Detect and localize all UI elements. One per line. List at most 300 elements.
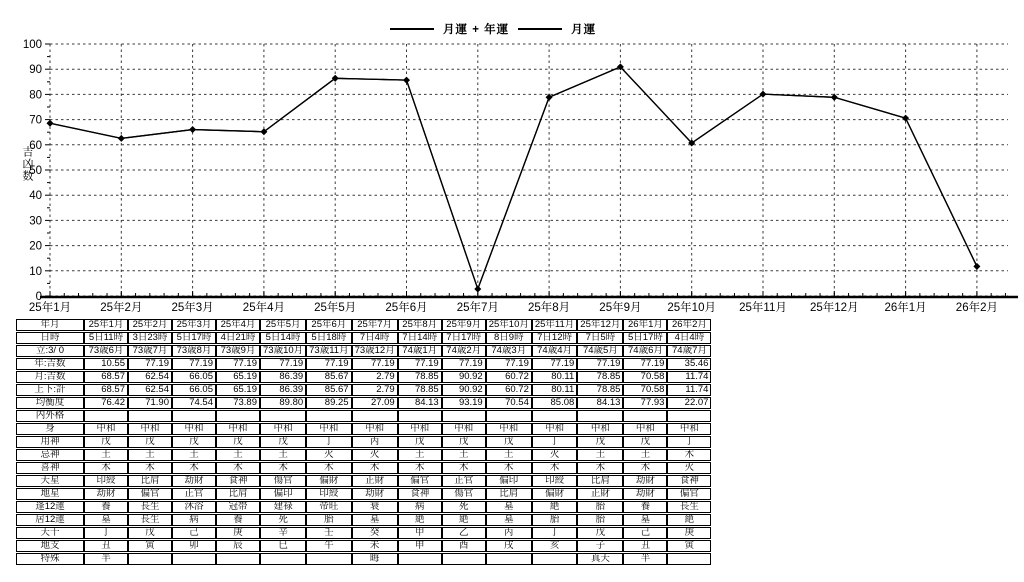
table-row bbox=[16, 527, 711, 539]
table-row-label: 地支 bbox=[16, 540, 84, 552]
table-cell: 76.42 bbox=[84, 397, 128, 409]
data-point-marker bbox=[902, 115, 909, 122]
table-cell: 胎 bbox=[532, 514, 577, 526]
table-cell: 丙 bbox=[352, 436, 398, 448]
table-cell: 正官 bbox=[442, 475, 486, 487]
table-cell: 86.39 bbox=[260, 371, 306, 383]
table-cell: 比肩 bbox=[577, 475, 623, 487]
table-cell: 77.19 bbox=[577, 358, 623, 370]
table-cell: 土 bbox=[216, 449, 260, 461]
table-cell bbox=[398, 553, 442, 565]
table-cell: 5日14時 bbox=[260, 332, 306, 344]
table-cell: 己 bbox=[172, 527, 216, 539]
table-cell: 85.67 bbox=[306, 371, 351, 383]
x-tick-label: 25年8月 bbox=[528, 302, 571, 314]
table-cell: 74歳7月 bbox=[667, 345, 711, 357]
table-cell: 70.58 bbox=[623, 384, 667, 396]
table-cell: 22.07 bbox=[667, 397, 711, 409]
table-cell bbox=[172, 553, 216, 565]
table-cell: 74歳2月 bbox=[442, 345, 486, 357]
table-cell bbox=[442, 410, 486, 422]
data-point-marker bbox=[546, 94, 553, 101]
table-cell: 食神 bbox=[398, 488, 442, 500]
table-row bbox=[16, 319, 711, 331]
table-cell: 78.85 bbox=[577, 371, 623, 383]
table-cell: 84.13 bbox=[577, 397, 623, 409]
table-cell: 劫財 bbox=[623, 488, 667, 500]
x-tick-label: 25年7月 bbox=[456, 302, 499, 314]
table-cell: 傷官 bbox=[442, 488, 486, 500]
table-cell: 80.11 bbox=[532, 384, 577, 396]
table-row bbox=[16, 462, 711, 474]
table-row-label: 内外格 bbox=[16, 410, 84, 422]
table-cell: 庚 bbox=[216, 527, 260, 539]
x-tick-label: 25年1月 bbox=[28, 302, 72, 314]
table-row-label: 忌神 bbox=[16, 449, 84, 461]
table-cell: 65.19 bbox=[216, 384, 260, 396]
x-tick-label: 25年2月 bbox=[100, 302, 143, 314]
y-tick-label: 30 bbox=[29, 215, 42, 228]
x-tick-label: 25年5月 bbox=[314, 302, 357, 314]
table-cell: 中和 bbox=[532, 423, 577, 435]
table-cell: 養 bbox=[623, 501, 667, 513]
table-cell bbox=[577, 410, 623, 422]
table-cell: 墓 bbox=[623, 514, 667, 526]
data-point-marker bbox=[974, 263, 981, 270]
table-cell: 7日14時 bbox=[398, 332, 442, 344]
table-cell: 85.08 bbox=[532, 397, 577, 409]
table-cell: 中和 bbox=[84, 423, 128, 435]
table-cell: 73歳10月 bbox=[260, 345, 306, 357]
y-tick-label: 40 bbox=[29, 190, 42, 203]
table-cell: 火 bbox=[532, 449, 577, 461]
table-cell: 68.57 bbox=[84, 371, 128, 383]
table-cell: 丁 bbox=[532, 436, 577, 448]
table-cell: 長生 bbox=[128, 514, 172, 526]
y-axis-title: 吉凶数 bbox=[21, 146, 33, 182]
table-cell: 25年10月 bbox=[486, 319, 532, 331]
table-cell: 戊 bbox=[84, 436, 128, 448]
table-cell: 戊 bbox=[216, 436, 260, 448]
table-cell: 偏官 bbox=[398, 475, 442, 487]
table-cell: 戊 bbox=[128, 436, 172, 448]
table-cell bbox=[398, 410, 442, 422]
table-cell: 丁 bbox=[532, 527, 577, 539]
table-cell: 戊 bbox=[577, 436, 623, 448]
table-cell: 木 bbox=[667, 449, 711, 461]
table-row-label: 身 bbox=[16, 423, 84, 435]
table-cell: 戊 bbox=[623, 436, 667, 448]
table-cell: 木 bbox=[442, 462, 486, 474]
x-tick-label: 25年3月 bbox=[171, 302, 214, 314]
table-cell: 73歳6月 bbox=[84, 345, 128, 357]
table-cell: 申 bbox=[398, 540, 442, 552]
table-row bbox=[16, 332, 711, 344]
legend-item-month-plus-year bbox=[390, 21, 509, 37]
table-cell: 74歳5月 bbox=[577, 345, 623, 357]
table-cell: 78.85 bbox=[398, 384, 442, 396]
table-cell: 66.05 bbox=[172, 371, 216, 383]
table-cell: 正財 bbox=[577, 488, 623, 500]
table-cell: 73歳11月 bbox=[306, 345, 351, 357]
table-cell: 77.93 bbox=[623, 397, 667, 409]
table-cell: 5日18時 bbox=[306, 332, 351, 344]
table-cell: 86.39 bbox=[260, 384, 306, 396]
table-cell: 89.80 bbox=[260, 397, 306, 409]
table-cell bbox=[216, 553, 260, 565]
table-cell: 晦 bbox=[352, 553, 398, 565]
table-cell: 25年3月 bbox=[172, 319, 216, 331]
table-cell bbox=[84, 410, 128, 422]
table-row bbox=[16, 345, 711, 357]
table-cell: 25年4月 bbox=[216, 319, 260, 331]
table-cell: 偏官 bbox=[128, 488, 172, 500]
table-cell: 傷官 bbox=[260, 475, 306, 487]
table-row bbox=[16, 501, 711, 513]
table-cell: 74.54 bbox=[172, 397, 216, 409]
table-cell: 土 bbox=[486, 449, 532, 461]
table-cell: 土 bbox=[623, 449, 667, 461]
table-cell: 26年1月 bbox=[623, 319, 667, 331]
table-cell bbox=[667, 553, 711, 565]
table-cell: 62.54 bbox=[128, 371, 172, 383]
table-cell: 癸 bbox=[352, 527, 398, 539]
table-cell: 比肩 bbox=[486, 488, 532, 500]
table-row-label: 地星 bbox=[16, 488, 84, 500]
table-cell: 辛 bbox=[260, 527, 306, 539]
table-cell: 辰 bbox=[216, 540, 260, 552]
table-cell: 中和 bbox=[667, 423, 711, 435]
table-cell: 戊 bbox=[486, 436, 532, 448]
table-cell: 2.79 bbox=[352, 371, 398, 383]
y-tick-label: 50 bbox=[29, 165, 42, 177]
table-cell bbox=[216, 410, 260, 422]
table-cell: 偏財 bbox=[306, 475, 351, 487]
table-cell: 印綬 bbox=[306, 488, 351, 500]
x-tick-label: 26年1月 bbox=[884, 302, 927, 314]
table-cell: 正官 bbox=[172, 488, 216, 500]
y-tick-label: 20 bbox=[29, 240, 42, 253]
table-cell: 71.90 bbox=[128, 397, 172, 409]
table-cell: 90.92 bbox=[442, 371, 486, 383]
y-tick-label: 80 bbox=[29, 89, 42, 102]
table-cell: 火 bbox=[667, 462, 711, 474]
table-cell bbox=[172, 410, 216, 422]
table-cell: 偏印 bbox=[486, 475, 532, 487]
table-cell: 劫財 bbox=[352, 488, 398, 500]
table-cell: 11.74 bbox=[667, 371, 711, 383]
table-cell: 墓 bbox=[486, 501, 532, 513]
table-cell: 25年6月 bbox=[306, 319, 351, 331]
y-tick-label: 60 bbox=[29, 139, 42, 152]
table-row bbox=[16, 449, 711, 461]
table-cell: 77.19 bbox=[216, 358, 260, 370]
table-cell: 7日5時 bbox=[577, 332, 623, 344]
table-cell: 中和 bbox=[486, 423, 532, 435]
table-cell: 正財 bbox=[352, 475, 398, 487]
table-cell bbox=[532, 410, 577, 422]
data-point-marker bbox=[831, 94, 838, 101]
table-cell bbox=[486, 410, 532, 422]
table-row-label: 上下:計 bbox=[16, 384, 84, 396]
series-month-plus-year-label: 月運 + 年運 bbox=[443, 24, 510, 36]
table-cell: 27.09 bbox=[352, 397, 398, 409]
table-cell: 木 bbox=[398, 462, 442, 474]
table-cell: 戊 bbox=[442, 436, 486, 448]
table-cell: 絶 bbox=[398, 514, 442, 526]
table-cell: 74歳6月 bbox=[623, 345, 667, 357]
table-cell: 5日17時 bbox=[172, 332, 216, 344]
x-tick-label: 26年2月 bbox=[955, 302, 998, 314]
table-cell: 25年1月 bbox=[84, 319, 128, 331]
table-cell: 85.67 bbox=[306, 384, 351, 396]
table-cell: 戊 bbox=[172, 436, 216, 448]
table-cell: 酉 bbox=[442, 540, 486, 552]
series-line-1 bbox=[50, 67, 977, 289]
table-row bbox=[16, 358, 711, 370]
table-row-label: 喜神 bbox=[16, 462, 84, 474]
table-row bbox=[16, 514, 711, 526]
table-cell: 中和 bbox=[577, 423, 623, 435]
table-cell: 病 bbox=[398, 501, 442, 513]
table-cell: 木 bbox=[128, 462, 172, 474]
table-cell: 73歳12月 bbox=[352, 345, 398, 357]
table-cell bbox=[260, 410, 306, 422]
table-cell: 木 bbox=[577, 462, 623, 474]
table-cell: 25年2月 bbox=[128, 319, 172, 331]
table-cell: 沐浴 bbox=[172, 501, 216, 513]
table-cell: 真天 bbox=[577, 553, 623, 565]
x-tick-label: 25年6月 bbox=[385, 302, 428, 314]
table-cell: 土 bbox=[398, 449, 442, 461]
table-cell: 65.19 bbox=[216, 371, 260, 383]
table-cell: 68.57 bbox=[84, 384, 128, 396]
table-cell: 胎 bbox=[577, 514, 623, 526]
table-cell: 寅 bbox=[128, 540, 172, 552]
table-cell bbox=[486, 553, 532, 565]
table-cell: 25年12月 bbox=[577, 319, 623, 331]
table-cell: 偏官 bbox=[667, 488, 711, 500]
table-cell: 衰 bbox=[352, 501, 398, 513]
table-cell: 78.85 bbox=[577, 384, 623, 396]
table-cell: 中和 bbox=[216, 423, 260, 435]
table-cell: 中和 bbox=[623, 423, 667, 435]
table-cell bbox=[442, 553, 486, 565]
table-cell: 土 bbox=[128, 449, 172, 461]
table-cell: 77.19 bbox=[172, 358, 216, 370]
table-cell: 木 bbox=[352, 462, 398, 474]
table-cell: 丙 bbox=[486, 527, 532, 539]
table-cell: 25年7月 bbox=[352, 319, 398, 331]
table-cell: 74歳3月 bbox=[486, 345, 532, 357]
table-cell bbox=[352, 410, 398, 422]
series-line-0 bbox=[50, 67, 977, 289]
table-row bbox=[16, 475, 711, 487]
table-cell: 中和 bbox=[172, 423, 216, 435]
table-cell: 77.19 bbox=[442, 358, 486, 370]
table-cell: 長生 bbox=[667, 501, 711, 513]
table-cell: 乙 bbox=[442, 527, 486, 539]
table-row bbox=[16, 384, 711, 396]
table-cell: 66.05 bbox=[172, 384, 216, 396]
table-cell: 胎 bbox=[306, 514, 351, 526]
table-row-label: 年月 bbox=[16, 319, 84, 331]
table-cell: 60.72 bbox=[486, 384, 532, 396]
table-cell: 89.25 bbox=[306, 397, 351, 409]
table-cell: 絶 bbox=[667, 514, 711, 526]
table-cell: 壬 bbox=[306, 527, 351, 539]
table-row-label: 逢12運 bbox=[16, 501, 84, 513]
table-cell: 90.92 bbox=[442, 384, 486, 396]
table-cell: 未 bbox=[352, 540, 398, 552]
table-cell: 10.55 bbox=[84, 358, 128, 370]
table-cell: 劫財 bbox=[84, 488, 128, 500]
table-cell: 77.19 bbox=[260, 358, 306, 370]
table-cell: 中和 bbox=[260, 423, 306, 435]
table-row bbox=[16, 423, 711, 435]
table-cell: 子 bbox=[577, 540, 623, 552]
table-cell: 8日9時 bbox=[486, 332, 532, 344]
table-row-label: 月:吉数 bbox=[16, 371, 84, 383]
table-cell: 70.54 bbox=[486, 397, 532, 409]
table-cell: 5日17時 bbox=[623, 332, 667, 344]
table-cell bbox=[532, 553, 577, 565]
y-tick-label: 90 bbox=[29, 64, 42, 77]
table-cell: 土 bbox=[260, 449, 306, 461]
table-row-label: 特殊 bbox=[16, 553, 84, 565]
data-point-marker bbox=[403, 77, 410, 84]
table-cell: 劫財 bbox=[172, 475, 216, 487]
table-cell: 戊 bbox=[398, 436, 442, 448]
table-cell: 長生 bbox=[128, 501, 172, 513]
data-point-marker bbox=[474, 286, 481, 293]
table-cell: 中和 bbox=[128, 423, 172, 435]
table-cell: 25年5月 bbox=[260, 319, 306, 331]
table-cell: 半 bbox=[84, 553, 128, 565]
table-cell: 巳 bbox=[260, 540, 306, 552]
table-cell: 食神 bbox=[667, 475, 711, 487]
y-tick-label: 10 bbox=[29, 265, 42, 278]
table-cell: 偏印 bbox=[260, 488, 306, 500]
table-cell: 73.89 bbox=[216, 397, 260, 409]
x-tick-label: 25年9月 bbox=[599, 302, 642, 314]
table-cell: 建禄 bbox=[260, 501, 306, 513]
series-month-plus-year-line-swatch bbox=[390, 28, 434, 30]
table-cell: 73歳7月 bbox=[128, 345, 172, 357]
table-cell: 77.19 bbox=[486, 358, 532, 370]
x-tick-label: 25年11月 bbox=[739, 302, 787, 314]
table-cell: 77.19 bbox=[532, 358, 577, 370]
chart-legend bbox=[390, 21, 596, 37]
table-cell: 死 bbox=[260, 514, 306, 526]
table-cell: 死 bbox=[442, 501, 486, 513]
table-cell: 土 bbox=[84, 449, 128, 461]
table-row-label: 天干 bbox=[16, 527, 84, 539]
table-row bbox=[16, 553, 711, 565]
x-tick-label: 25年4月 bbox=[242, 302, 285, 314]
table-row-label: 居12運 bbox=[16, 514, 84, 526]
y-tick-label: 100 bbox=[22, 39, 42, 51]
table-cell: 7日4時 bbox=[352, 332, 398, 344]
table-row-label: 天星 bbox=[16, 475, 84, 487]
x-tick-label: 25年10月 bbox=[667, 302, 716, 314]
table-cell: 73歳8月 bbox=[172, 345, 216, 357]
table-cell: 74歳1月 bbox=[398, 345, 442, 357]
table-cell: 93.19 bbox=[442, 397, 486, 409]
table-cell: 病 bbox=[172, 514, 216, 526]
table-cell: 冠帯 bbox=[216, 501, 260, 513]
table-cell: 7日17時 bbox=[442, 332, 486, 344]
table-cell: 卯 bbox=[172, 540, 216, 552]
table-cell: 4日4時 bbox=[667, 332, 711, 344]
table-cell: 77.19 bbox=[306, 358, 351, 370]
table-cell: 帝旺 bbox=[306, 501, 351, 513]
table-row-label: 日時 bbox=[16, 332, 84, 344]
table-cell: 戊 bbox=[577, 527, 623, 539]
table-cell: 木 bbox=[216, 462, 260, 474]
table-cell: 絶 bbox=[532, 501, 577, 513]
table-cell: 77.19 bbox=[352, 358, 398, 370]
table-cell: 亥 bbox=[532, 540, 577, 552]
table-cell: 丁 bbox=[306, 436, 351, 448]
table-cell: 己 bbox=[623, 527, 667, 539]
y-tick-label: 0 bbox=[35, 291, 42, 303]
table-cell: 中和 bbox=[398, 423, 442, 435]
fortune-detail-table bbox=[16, 318, 711, 566]
table-cell bbox=[128, 553, 172, 565]
table-cell: 木 bbox=[532, 462, 577, 474]
table-row bbox=[16, 436, 711, 448]
table-cell: 70.58 bbox=[623, 371, 667, 383]
table-cell: 60.72 bbox=[486, 371, 532, 383]
table-cell: 35.46 bbox=[667, 358, 711, 370]
table-cell: 土 bbox=[577, 449, 623, 461]
table-cell: 絶 bbox=[442, 514, 486, 526]
table-cell: 74歳4月 bbox=[532, 345, 577, 357]
table-cell: 土 bbox=[172, 449, 216, 461]
table-cell: 墓 bbox=[352, 514, 398, 526]
table-cell: 偏財 bbox=[532, 488, 577, 500]
table-cell: 25年9月 bbox=[442, 319, 486, 331]
table-cell: 食神 bbox=[216, 475, 260, 487]
table-cell: 26年2月 bbox=[667, 319, 711, 331]
data-point-marker bbox=[47, 120, 54, 127]
table-cell: 木 bbox=[172, 462, 216, 474]
table-row bbox=[16, 371, 711, 383]
data-point-marker bbox=[189, 126, 196, 133]
table-row bbox=[16, 397, 711, 409]
table-cell: 甲 bbox=[398, 527, 442, 539]
table-cell: 火 bbox=[306, 449, 351, 461]
table-cell: 中和 bbox=[352, 423, 398, 435]
table-cell: 木 bbox=[260, 462, 306, 474]
table-cell: 比肩 bbox=[216, 488, 260, 500]
table-cell: 4日21時 bbox=[216, 332, 260, 344]
table-cell: 11.74 bbox=[667, 384, 711, 396]
table-cell: 77.19 bbox=[398, 358, 442, 370]
table-row-label: 年:吉数 bbox=[16, 358, 84, 370]
table-cell: 戊 bbox=[260, 436, 306, 448]
table-cell: 7日12時 bbox=[532, 332, 577, 344]
table-cell: 中和 bbox=[442, 423, 486, 435]
table-cell: 養 bbox=[84, 501, 128, 513]
table-row-label: 用神 bbox=[16, 436, 84, 448]
table-cell: 木 bbox=[486, 462, 532, 474]
table-cell: 墓 bbox=[486, 514, 532, 526]
table-cell bbox=[128, 410, 172, 422]
table-cell: 火 bbox=[352, 449, 398, 461]
table-cell: 庚 bbox=[667, 527, 711, 539]
